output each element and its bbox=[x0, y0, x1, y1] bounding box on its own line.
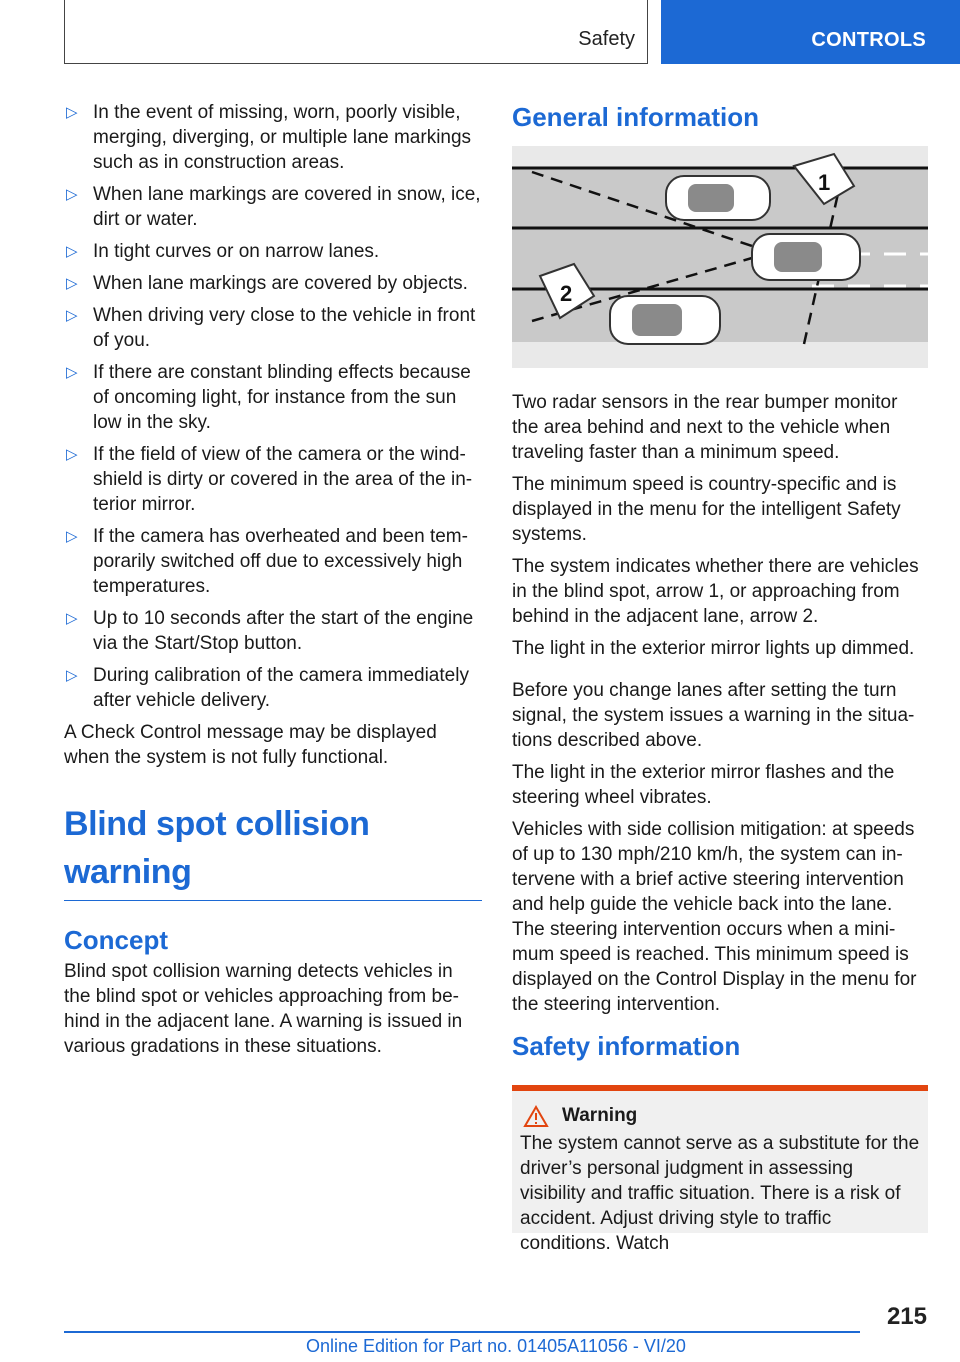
triangle-bullet-icon: ▷ bbox=[66, 446, 78, 463]
header-chapter-tab bbox=[661, 0, 960, 64]
triangle-bullet-icon: ▷ bbox=[66, 307, 78, 324]
page-number: 215 bbox=[886, 1303, 927, 1330]
triangle-bullet-icon: ▷ bbox=[66, 243, 78, 260]
footer-edition: Online Edition for Part no. 01405A11056 - VI/20 bbox=[306, 1336, 686, 1356]
warning-triangle-icon bbox=[524, 1105, 548, 1127]
body-paragraph: The system indicates whether there are vehicles in the blind spot, arrow 1, or approaching from behind in the adjacent lane, arrow 2. bbox=[512, 556, 919, 627]
main-heading: Blind spot collision warning bbox=[64, 800, 482, 901]
triangle-bullet-icon: ▷ bbox=[66, 610, 78, 627]
blind-spot-diagram bbox=[512, 146, 928, 368]
body-paragraph: The light in the exterior mirror flashes and the steering wheel vibrates. bbox=[512, 762, 895, 808]
triangle-bullet-icon: ▷ bbox=[66, 275, 78, 292]
header-section-box bbox=[64, 0, 648, 64]
body-paragraph: The minimum speed is country-specific and is displayed in the menu for the intelligent Safety systems. bbox=[512, 474, 901, 545]
list-item: ▷ When lane markings are covered in snow, ice, dirt or water. bbox=[66, 184, 481, 230]
limitations-list bbox=[64, 100, 482, 713]
footer-divider bbox=[64, 1331, 860, 1333]
list-item: ▷ When driving very close to the vehicle in front of you. bbox=[66, 305, 476, 351]
list-item: ▷ In tight curves or on narrow lanes. bbox=[66, 241, 380, 262]
left-column bbox=[64, 100, 482, 1059]
triangle-bullet-icon: ▷ bbox=[66, 364, 78, 381]
body-paragraph: Before you change lanes after setting the turn signal, the system issues a warning in the situa-tions described above. bbox=[512, 680, 915, 751]
warning-text: The system cannot serve as a substitute for the driver’s personal judgment in assessing visibility and traffic situation. There is a risk of accident. Adjust driving style to traffic conditions. Watch bbox=[520, 1133, 920, 1254]
list-item: ▷ If the camera has overheated and been tem-porarily switched off due to excessively high temperatures. bbox=[66, 526, 468, 597]
concept-paragraph: Blind spot collision warning detects vehicles in the blind spot or vehicles approaching from be-hind in the adjacent lane. A warning is issued in various gradations in these situations. bbox=[64, 961, 463, 1057]
body-paragraph: The light in the exterior mirror lights up dimmed. bbox=[512, 638, 915, 659]
body-paragraph: Two radar sensors in the rear bumper monitor the area behind and next to the vehicle when traveling faster than a minimum speed. bbox=[512, 392, 898, 463]
right-column bbox=[512, 100, 928, 1254]
header-section-title: Safety bbox=[578, 28, 635, 50]
triangle-bullet-icon: ▷ bbox=[66, 528, 78, 545]
car-1 bbox=[666, 176, 770, 220]
check-control-paragraph: A Check Control message may be displayed when the system is not fully functional. bbox=[64, 722, 437, 768]
list-item: ▷ If there are constant blinding effects because of oncoming light, for instance from the sun low in the sky. bbox=[66, 362, 471, 433]
safety-information-heading: Safety information bbox=[512, 1031, 741, 1061]
header-chapter-title: CONTROLS bbox=[811, 29, 926, 51]
general-information-heading: General information bbox=[512, 102, 760, 132]
list-item: ▷ Up to 10 seconds after the start of the engine via the Start/Stop button. bbox=[66, 608, 474, 654]
warning-box bbox=[512, 1085, 928, 1254]
triangle-bullet-icon: ▷ bbox=[66, 667, 78, 684]
warning-header bbox=[520, 1105, 920, 1127]
list-item: ▷ When lane markings are covered by objects. bbox=[66, 273, 468, 294]
spacer bbox=[512, 668, 928, 678]
warning-title: Warning bbox=[562, 1105, 638, 1126]
car-ego bbox=[752, 234, 860, 280]
list-item: ▷ During calibration of the camera immediately after vehicle delivery. bbox=[66, 665, 469, 711]
list-item: ▷ In the event of missing, worn, poorly visible, merging, diverging, or multiple lane markings such as in construction areas. bbox=[66, 102, 472, 173]
car-2 bbox=[610, 296, 720, 344]
marker-2-label: 2 bbox=[560, 281, 573, 306]
body-paragraph: Vehicles with side collision mitigation: at speeds of up to 130 mph/210 km/h, the system can in-tervene with a brief active steering intervention and help guide the vehicle back into the lane. The steering intervention occurs when a mini-mum speed is reached. This minimum speed is displayed on the Control Display in the menu for the steering intervention. bbox=[512, 819, 917, 1015]
list-item: ▷ If the field of view of the camera or the wind-shield is dirty or covered in the area of the in-terior mirror. bbox=[66, 444, 473, 515]
concept-heading: Concept bbox=[64, 925, 168, 955]
triangle-bullet-icon: ▷ bbox=[66, 104, 78, 121]
triangle-bullet-icon: ▷ bbox=[66, 186, 78, 203]
marker-1-label: 1 bbox=[818, 170, 831, 195]
